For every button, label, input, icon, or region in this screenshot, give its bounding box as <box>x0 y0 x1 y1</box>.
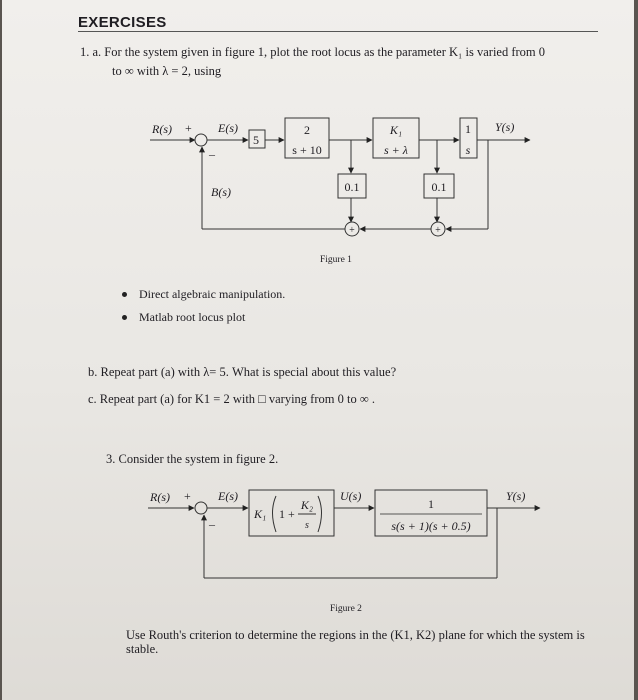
bullet-dot <box>122 292 127 297</box>
problem3-text: 3. Consider the system in figure 2. <box>106 452 279 466</box>
figure1-diagram <box>2 0 634 300</box>
list-item: Matlab root locus plot <box>122 306 285 329</box>
f1-gain-5: 5 <box>253 133 259 147</box>
f2-paren-left <box>273 496 277 532</box>
f1-block-den: s + 10 <box>292 143 322 157</box>
part-c-text: c. Repeat part (a) for K1 = 2 with □ varying from 0 to ∞ . <box>88 392 375 406</box>
f1-block-num: 2 <box>304 123 310 137</box>
f1-e-label: E(s) <box>218 121 238 135</box>
problem1-line1: 1. a. For the system given in figure 1, plot the root locus as the parameter K₁ is varied from 0 <box>80 45 546 59</box>
f1-sum-junction <box>195 134 207 146</box>
f1-int-den: s <box>465 143 471 157</box>
f1-b-label: B(s) <box>211 185 231 199</box>
f1-k-den: s + λ <box>384 143 408 157</box>
problem1-line2: to ∞ with λ = 2, using <box>112 64 222 78</box>
f1-fb-gain-1: 0.1 <box>344 180 360 194</box>
f1-int-num: 1 <box>465 122 471 136</box>
f2-one-plus: 1 + <box>279 507 295 521</box>
f2-plus-sign: + <box>184 489 191 503</box>
f2-k1: K₁ <box>254 507 267 521</box>
part-b-text: b. Repeat part (a) with λ= 5. What is special about this value? <box>88 365 397 379</box>
figure2-caption: Figure 2 <box>330 604 362 614</box>
f2-k2: K₂ <box>300 498 314 512</box>
figure2-diagram <box>2 470 634 600</box>
f2-r-label: R(s) <box>150 490 170 504</box>
f2-y-label: Y(s) <box>506 489 526 503</box>
f1-fb-gain-2: 0.1 <box>431 180 447 194</box>
f2-u-label: U(s) <box>340 489 362 503</box>
f1-sum-plus-1: + <box>349 225 355 236</box>
f2-plant-den: s(s + 1)(s + 0.5) <box>391 519 471 533</box>
f2-e-label: E(s) <box>218 489 238 503</box>
bullet-dot <box>122 315 127 320</box>
f2-paren-right <box>318 496 322 532</box>
f2-plant-num: 1 <box>428 497 434 511</box>
method-list <box>122 283 285 329</box>
f1-y-label: Y(s) <box>495 120 515 134</box>
f1-minus-sign: – <box>209 147 215 161</box>
exercise-sheet <box>2 0 634 700</box>
page-title: EXERCISES <box>78 14 167 31</box>
f2-s: s <box>305 520 309 531</box>
list-item: Direct algebraic manipulation. <box>122 283 285 306</box>
f1-sum-plus-2: + <box>435 225 441 236</box>
f1-r-label: R(s) <box>152 122 172 136</box>
figure1-caption: Figure 1 <box>320 255 352 265</box>
f1-k-num: K₁ <box>389 123 403 137</box>
f2-minus-sign: – <box>209 517 215 531</box>
routh-question: Use Routh's criterion to determine the regions in the (K1, K2) plane for which the system is stable. <box>126 628 585 656</box>
f1-plus-sign: + <box>185 121 192 135</box>
f2-sum-junction <box>195 502 207 514</box>
